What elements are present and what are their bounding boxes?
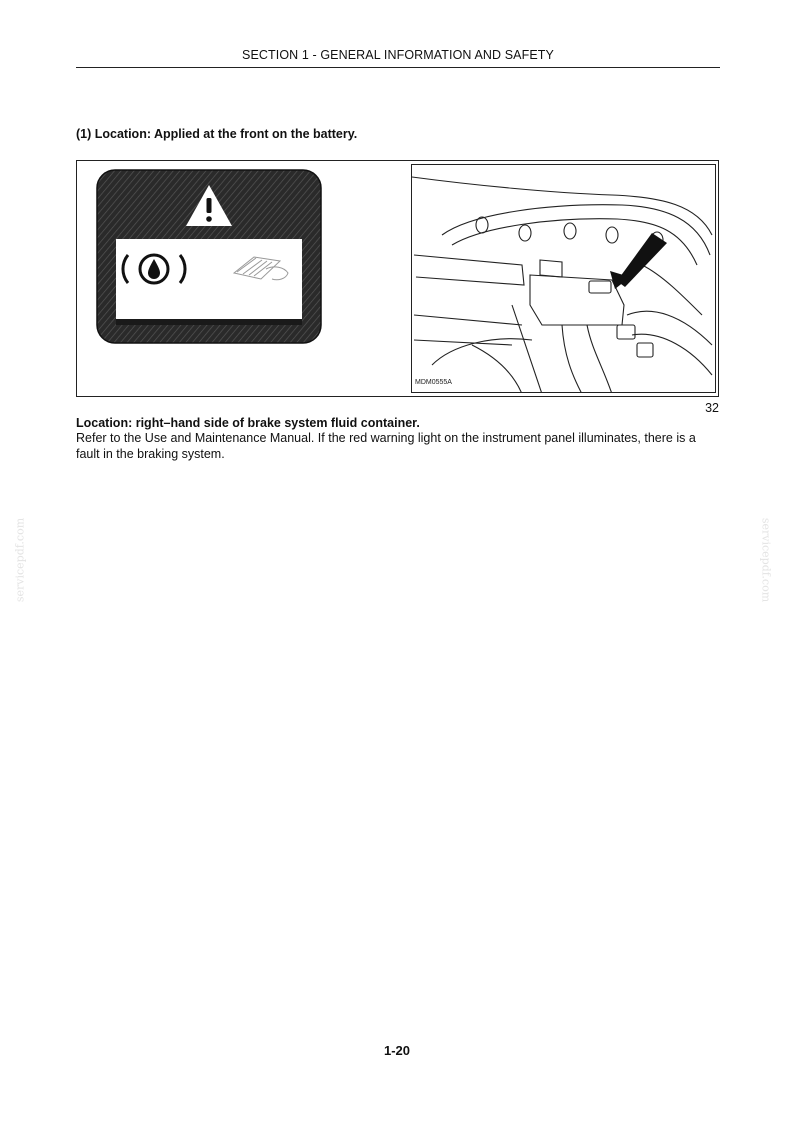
figure-number: 32 (705, 401, 719, 415)
watermark-right: servicepdf.com (759, 517, 773, 603)
section-header: SECTION 1 - GENERAL INFORMATION AND SAFETY (242, 48, 554, 62)
decal-location-heading: (1) Location: Applied at the front on the battery. (76, 127, 358, 141)
watermark-left: servicepdf.com (13, 517, 27, 603)
engine-bay-drawing (412, 165, 716, 393)
header-rule (76, 67, 720, 68)
location-description-heading: Location: right–hand side of brake system fluid container. (76, 416, 420, 430)
location-description-body: Refer to the Use and Maintenance Manual. If the red warning light on the instrument panel illuminates, there is a fault in the braking system. (76, 431, 696, 461)
illustration-code: MDM0555A (415, 379, 452, 386)
page-number: 1-20 (383, 1043, 411, 1058)
engine-bay-illustration (411, 164, 716, 393)
safety-decal-image (96, 169, 322, 344)
